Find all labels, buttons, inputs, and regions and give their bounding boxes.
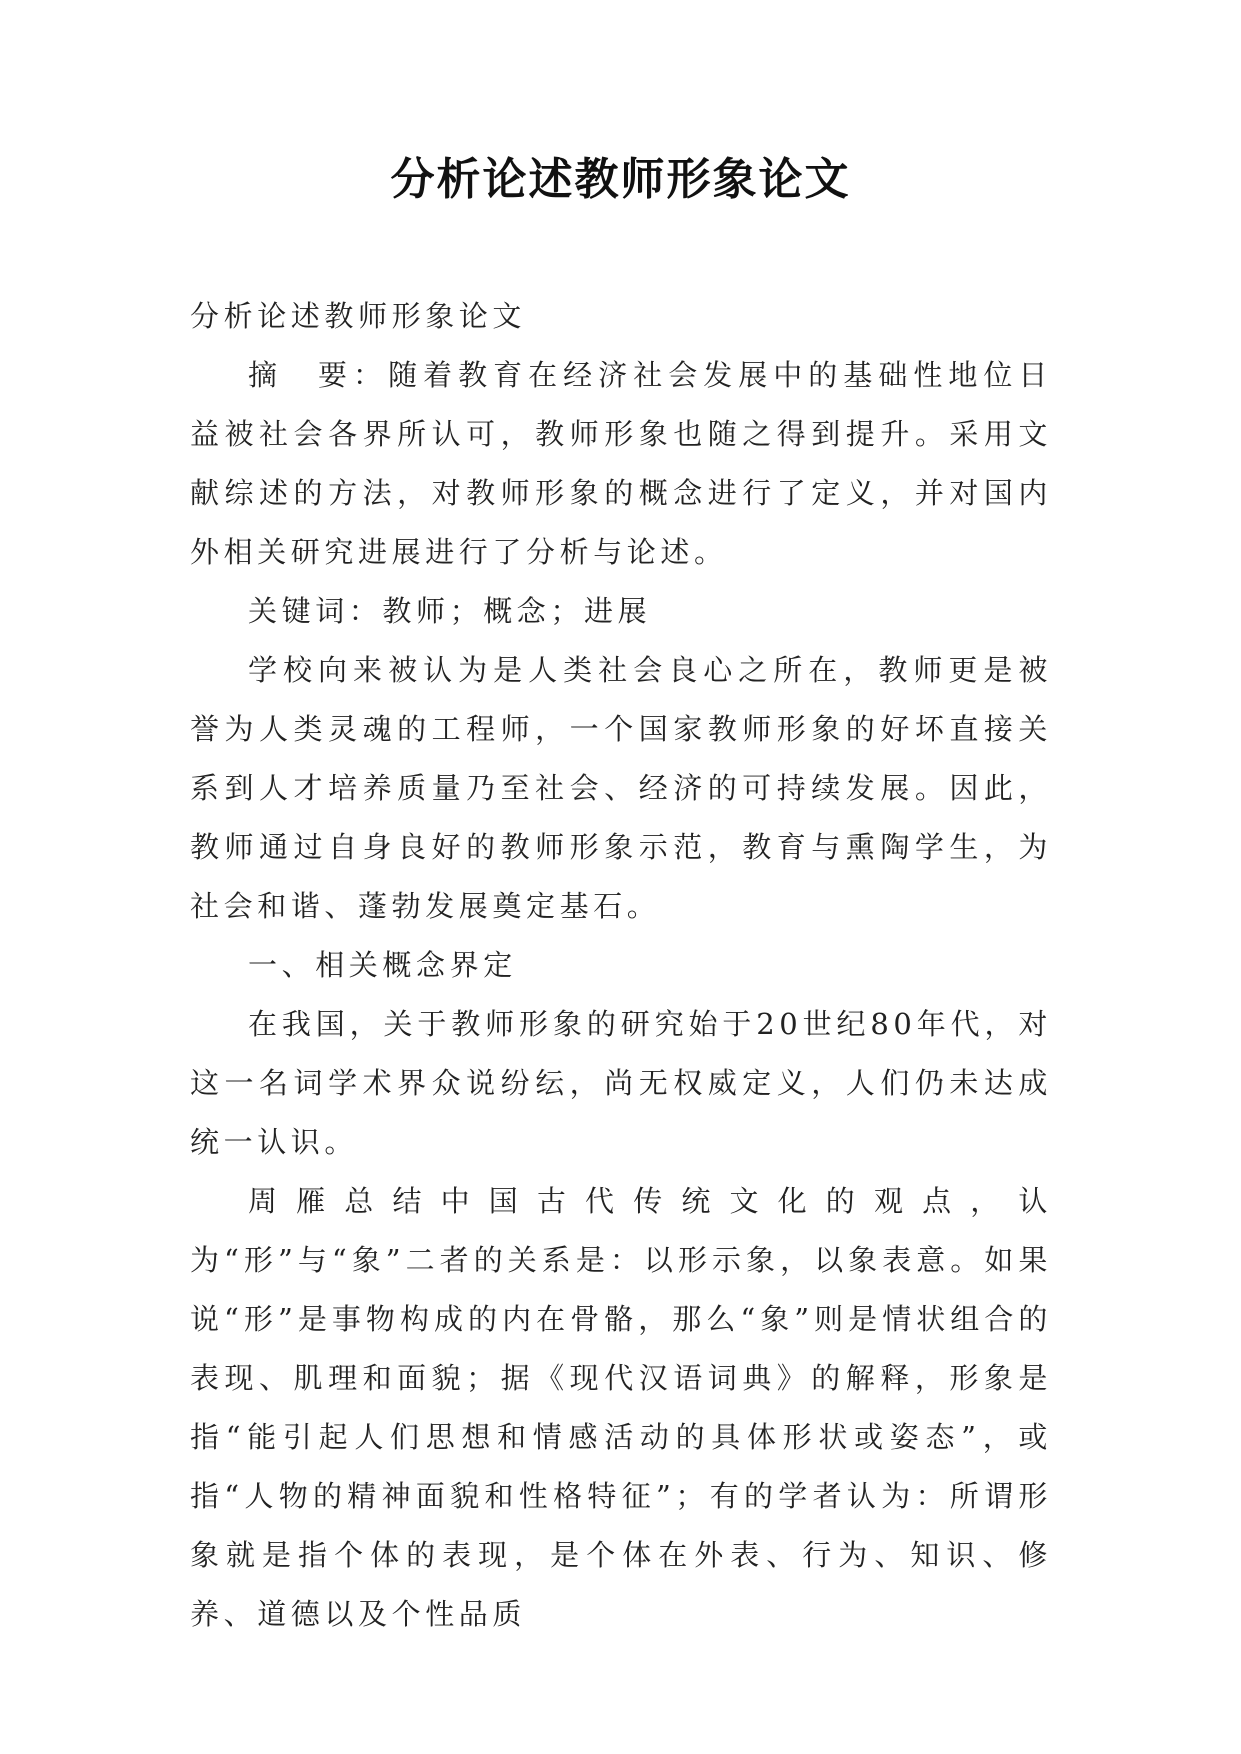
body-paragraph: 周雁总结中国古代传统文化的观点，认为“形”与“象”二者的关系是：以形示象，以象表意。如果说“形”是事物构成的内在骨骼，那么“象”则是情状组合的表现、肌理和面貌；据《现代汉语词典》的解释，形象是指“能引起人们思想和情感活动的具体形状或姿态”，或指“人物的精神面貌和性格特征”；有的学者认为：所谓形象就是指个体的表现，是个体在外表、行为、知识、修养、道德以及个性品质 (190, 1184, 1052, 1631)
document-title: 分析论述教师形象论文 (390, 154, 851, 205)
document-body (190, 287, 1052, 1644)
intro-paragraph: 学校向来被认为是人类社会良心之所在，教师更是被誉为人类灵魂的工程师，一个国家教师形象的好坏直接关系到人才培养质量乃至社会、经济的可持续发展。因此，教师通过自身良好的教师形象示范，教育与熏陶学生，为社会和谐、蓬勃发展奠定基石。 (190, 653, 1052, 923)
keywords-paragraph: 关键词：教师；概念；进展 (248, 594, 652, 628)
abstract-paragraph: 摘 要：随着教育在经济社会发展中的基础性地位日益被社会各界所认可，教师形象也随之得到提升。采用文献综述的方法，对教师形象的概念进行了定义，并对国内外相关研究进展进行了分析与论述。 (190, 358, 1052, 569)
body-paragraph: 在我国，关于教师形象的研究始于20世纪80年代，对这一名词学术界众说纷纭，尚无权威定义，人们仍未达成统一认识。 (190, 1007, 1052, 1159)
subtitle-paragraph: 分析论述教师形象论文 (190, 299, 527, 333)
section-heading: 一、相关概念界定 (248, 948, 517, 982)
